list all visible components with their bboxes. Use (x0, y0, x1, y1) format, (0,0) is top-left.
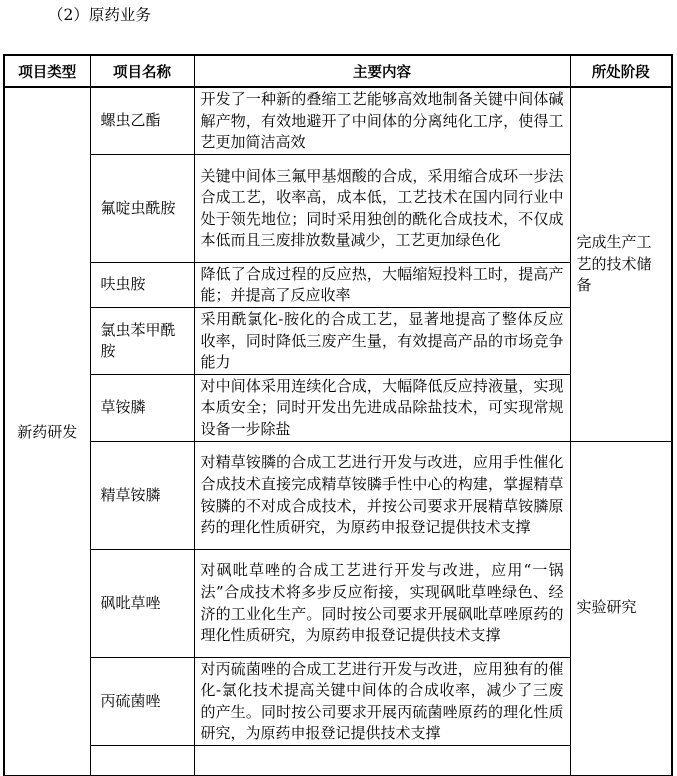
content-cell: 采用酰氯化-胺化的合成工艺，显著地提高了整体反应收率，同时降低三废产生量，有效提高产品的市场竞争能力 (194, 307, 570, 374)
project-type-cell: 新药研发 (4, 87, 90, 775)
project-name-cell: 螺虫乙酯 (90, 87, 194, 154)
project-name-cell: 精草铵膦 (90, 441, 194, 549)
content-cell: 对丙硫菌唑的合成工艺进行开发与改进，应用独有的催化-氯化技术提高关键中间体的合成收率，减少了三废的产生。同时按公司要求开展丙硫菌唑原药的理化性质研究，为原药申报登记提供技术支撑 (194, 657, 570, 745)
project-name-cell: 呋虫胺 (90, 262, 194, 307)
stage-cell: 完成生产工艺的技术储备 (570, 87, 672, 441)
table-row (4, 441, 672, 549)
content-cell: 关键中间体三氟甲基烟酸的合成，采用缩合成环一步法合成工艺，收率高，成本低，工艺技术在国内同行业中处于领先地位；同时采用独创的酰化合成技术，不仅成本低而且三废排放数量减少，工艺更加绿色化 (194, 154, 570, 262)
project-name-cell: 氯虫苯甲酰胺 (90, 307, 194, 374)
project-name-cell: 砜吡草唑 (90, 549, 194, 657)
content-cell: 开发了一种新的叠缩工艺能够高效地制备关键中间体碱解产物，有效地避开了中间体的分离纯化工序，使得工艺更加简洁高效 (194, 87, 570, 154)
table-row (4, 87, 672, 154)
pesticide-rd-table (3, 54, 673, 776)
content-cell (194, 745, 570, 775)
content-cell: 对砜吡草唑的合成工艺进行开发与改进，应用“一锅法”合成技术将多步反应衔接，实现砜吡草唑绿色、经济的工业化生产。同时按公司要求开展砜吡草唑原药的理化性质研究，为原药申报登记提供技术支撑 (194, 549, 570, 657)
header-project-name: 项目名称 (90, 55, 194, 87)
header-project-type: 项目类型 (4, 55, 90, 87)
content-cell: 降低了合成过程的反应热，大幅缩短投料工时，提高产能；并提高了反应收率 (194, 262, 570, 307)
section-title: （2）原药业务 (48, 6, 151, 24)
project-name-cell (90, 745, 194, 775)
header-stage: 所处阶段 (570, 55, 672, 87)
table-header-row (4, 55, 672, 87)
project-name-cell: 草铵膦 (90, 374, 194, 441)
project-name-cell: 氟啶虫酰胺 (90, 154, 194, 262)
project-name-cell: 丙硫菌唑 (90, 657, 194, 745)
content-cell: 对精草铵膦的合成工艺进行开发与改进，应用手性催化合成技术直接完成精草铵膦手性中心的构建，掌握精草铵膦的不对成合成技术，并按公司要求开展精草铵膦原药的理化性质研究，为原药申报登记提供技术支撑 (194, 441, 570, 549)
header-main-content: 主要内容 (194, 55, 570, 87)
content-cell: 对中间体采用连续化合成，大幅降低反应持液量，实现本质安全；同时开发出先进成品除盐技术，可实现常规设备一步除盐 (194, 374, 570, 441)
stage-cell: 实验研究 (570, 441, 672, 775)
